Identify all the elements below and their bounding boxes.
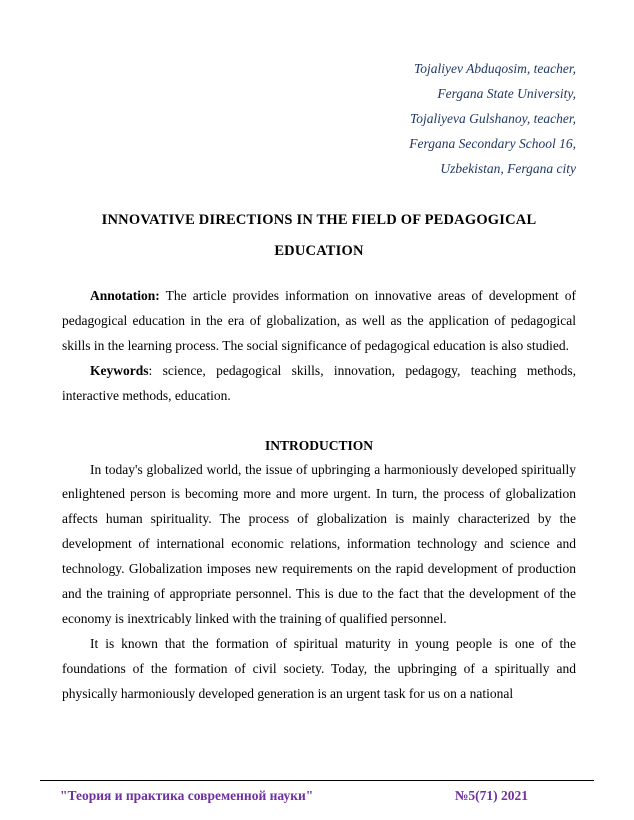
section-heading-introduction: INTRODUCTION <box>264 437 373 453</box>
keywords-text: : science, pedagogical skills, innovation, pedagogy, teaching methods, interactive methods, education. <box>62 362 576 403</box>
annotation-paragraph <box>62 284 576 359</box>
paper-title: INNOVATIVE DIRECTIONS IN THE FIELD OF PEDAGOGICAL EDUCATION <box>101 212 537 259</box>
author-line: Uzbekistan, Fergana city <box>440 161 576 176</box>
footer-journal-title: "Теория и практика современной науки" <box>60 788 314 803</box>
annotation-text: The article provides information on innovative areas of development of pedagogical education in the era of globalization, as well as the application of pedagogical skills in the learning process. The social significance of pedagogical education is also studied. <box>62 288 576 353</box>
body-paragraph: It is known that the formation of spiritual maturity in young people is one of the foundations of the formation of civil society. Today, the upbringing of a spiritually and physically harmoniously developed generation is an urgent task for us on a national <box>62 635 576 701</box>
footer-issue-number: №5(71) 2021 <box>454 788 528 803</box>
author-line: Tojaliyev Abduqosim, teacher, <box>414 61 576 76</box>
author-block <box>62 56 576 181</box>
page-footer <box>40 780 594 806</box>
keywords-paragraph <box>62 359 576 409</box>
author-line: Fergana Secondary School 16, <box>409 136 576 151</box>
body-paragraph: In today's globalized world, the issue of upbringing a harmoniously developed spiritually enlightened person is becoming more and more urgent. In turn, the process of globalization affects human spirituality. The process of globalization is mainly characterized by the development of international economic relations, information technology and science and technology. Globalization imposes new requirements on the rapid development of production and the training of appropriate personnel. This is due to the fact that the development of the economy is inextricably linked with the training of qualified personnel. <box>62 461 576 626</box>
keywords-label: Keywords <box>90 362 149 378</box>
author-line: Fergana State University, <box>437 86 576 101</box>
annotation-label: Annotation: <box>90 288 160 303</box>
author-line: Tojaliyeva Gulshanoy, teacher, <box>410 111 576 126</box>
